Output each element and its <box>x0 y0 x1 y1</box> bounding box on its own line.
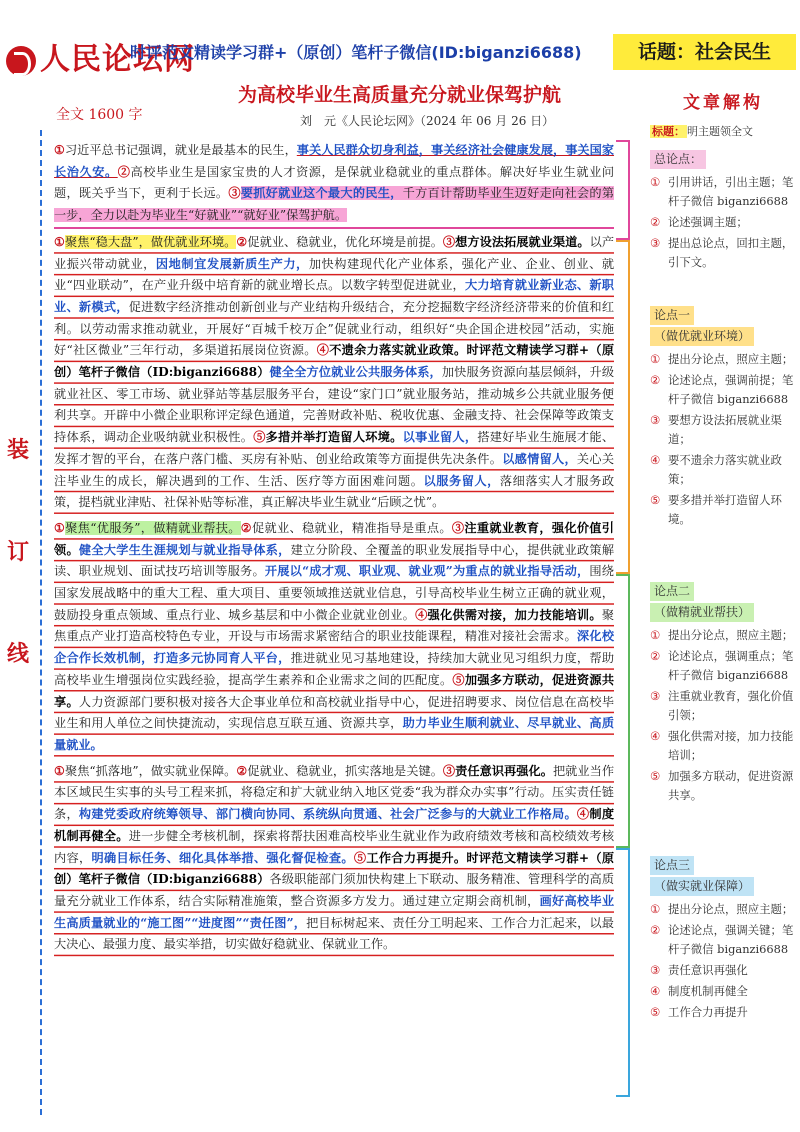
circled-number: ① <box>54 234 65 249</box>
text-segment: 不遗余力落实就业政策。 <box>329 343 467 358</box>
text-segment: 因地制宜发展新质生产力， <box>155 256 309 271</box>
circled-number: ① <box>54 520 66 535</box>
outline-index: ① <box>650 628 661 642</box>
outline-text: 注重就业教育，强化价值引领； <box>668 689 794 722</box>
paragraph-point-three <box>54 761 614 957</box>
outline-text: 要多措并举打造留人环境。 <box>668 493 782 526</box>
article-byline: 刘 元《人民论坛网》（2024 年 06 月 26 日） <box>300 114 555 128</box>
text-segment: 制度机制再健全。 <box>54 807 615 843</box>
binding-dashed-line <box>40 130 42 1115</box>
text-segment: 健全全方位就业公共服务体系， <box>269 365 442 380</box>
sidebar-summary <box>650 150 796 274</box>
circled-number: ② <box>236 763 248 778</box>
outline-index: ① <box>650 902 661 916</box>
text-segment: 各级职能部门须加快构建上下联动、服务精准、管理科学的高质量充分就业工作体系，结合实际精准施策，整合资源多方发力。通过建立定期会商机制， <box>54 872 615 908</box>
outline-item <box>650 213 796 232</box>
outline-item <box>650 647 796 685</box>
circled-number: ⑤ <box>452 672 465 687</box>
text-segment: 工作合力再提升。 <box>366 850 467 865</box>
outline-text: 责任意识再强化 <box>668 963 748 977</box>
outline-index: ① <box>650 175 661 189</box>
text-segment: 加强多方联动，促进资源共享。 <box>54 672 615 709</box>
paragraph-point-one <box>54 232 614 515</box>
circled-number: ③ <box>442 234 456 249</box>
outline-text: 提出分论点，照应主题； <box>668 902 794 916</box>
outline-text: 提出分论点，照应主题； <box>668 628 794 642</box>
text-segment: 习近平总书记强调，就业是最基本的民生， <box>64 143 297 157</box>
topic-badge: 话题：社会民生 <box>613 34 796 70</box>
outline-text: 论述论点，强调关键；笔杆子微信 biganzi6688 <box>668 923 794 956</box>
outline-text: 引用讲话，引出主题；笔杆子微信 biganzi6688 <box>668 175 794 208</box>
text-segment: 高校毕业生是国家宝贵的人才资源，是保就业稳就业的重点群体。解决好毕业生就业问题，既关乎当下，更利于长远。 <box>54 164 615 201</box>
point-two-heading: 论点二 <box>650 582 694 601</box>
outline-item <box>650 451 796 489</box>
text-segment: 构建党委政府统筹领导、部门横向协同、系统纵向贯通、社会广泛参与的大就业工作格局。 <box>78 807 577 822</box>
point-two-sub: （做精就业帮扶） <box>650 603 754 622</box>
outline-item <box>650 411 796 449</box>
text-segment: 促进数字经济推动创新创业与产业结构升级结合，充分挖掘数字经济经济带来的价值和红利。以劳动需求推动就业，开展好“百城千校万企”促就业行动，组织好“央企国企进校园”活动，实施好“社区微业”三年行动，多渠道拓展岗位资源。 <box>54 299 615 358</box>
outline-index: ② <box>650 923 661 937</box>
circled-number: ④ <box>576 807 590 822</box>
text-segment: 促就业、稳就业，优化环境是前提。 <box>247 234 443 249</box>
outline-item <box>650 961 796 980</box>
outline-item <box>650 371 796 409</box>
page-header <box>0 0 800 77</box>
text-segment: 促就业、稳就业，抓实落地是关键。 <box>247 763 443 778</box>
point-one-heading: 论点一 <box>650 306 694 325</box>
text-segment: 围绕国家发展战略中的重大工程、重大项目、重要领域推送就业信息，引导高校毕业生树立正确的就业观，鼓励投身重点领域、重点行业、城乡基层和中小微企业就业创业。 <box>54 564 614 622</box>
outline-index: ② <box>650 649 661 663</box>
outline-index: ③ <box>650 689 661 703</box>
summary-heading: 总论点： <box>650 150 706 169</box>
outline-text: 提出总论点，回扣主题，引下文。 <box>668 236 794 269</box>
text-segment: 以服务留人， <box>423 473 500 488</box>
outline-index: ③ <box>650 236 661 250</box>
paragraph-intro <box>54 140 614 229</box>
outline-text: 工作合力再提升 <box>668 1005 748 1019</box>
text-segment: 把目标树起来、责任分工明起来、工作合力汇起来，以最大决心、最强力度、最实举措，切实做好稳就业、保就业工作。 <box>54 915 614 952</box>
outline-text: 强化供需对接，加力技能培训； <box>668 729 794 762</box>
text-segment: 加快构建现代化产业体系，强化产业、企业、创业、就业“四业联动”，在产业升级中培育新的就业增长点。以数字转型促进就业， <box>54 256 615 293</box>
circled-number: ④ <box>316 343 330 358</box>
summary-list <box>650 173 796 272</box>
paragraph-point-two <box>54 518 614 758</box>
text-segment: 聚焦“抓落地”，做实就业保障。 <box>64 763 237 778</box>
text-segment: 大力培育就业新业态、新职业、新模式， <box>54 278 614 314</box>
outline-item <box>650 1003 796 1022</box>
circled-number: ① <box>54 143 65 157</box>
article-body <box>54 140 614 960</box>
bracket-point-one <box>616 240 630 574</box>
text-segment: 深化校企合作长效机制，打造多元协同育人平台， <box>54 629 615 666</box>
text-segment: 人力资源部门要积极对接各大企事业单位和高校就业指导中心，促进招聘要求、岗位信息在高校毕业生和用人单位之间快捷流动，实现信息互联互通、资源共享， <box>54 694 615 731</box>
banner-text: 时评范文精读学习群+（原创）笔杆子微信(ID:biganzi6688) <box>130 43 582 62</box>
text-segment: 以感情留人， <box>502 451 577 466</box>
text-segment: 落细落实人才服务政策，提档就业津贴、社保补贴等标准，真正解决毕业生就业“后顾之忧”。 <box>54 473 615 510</box>
point-three-heading: 论点三 <box>650 856 694 875</box>
outline-item <box>650 900 796 919</box>
point-one-list <box>650 350 796 529</box>
text-segment: 关心关注毕业生的成长，解决遇到的工作、生活、医疗等方面困难问题。 <box>54 451 615 488</box>
point-three-list <box>650 900 796 1022</box>
binding-label <box>6 430 30 675</box>
text-segment: 推进就业见习基地建设，持续加大就业见习组织力度，帮助高校毕业生增强岗位实践经验，提高学生素养和企业需求之间的匹配度。 <box>54 651 615 687</box>
binding-char: 线 <box>6 640 29 667</box>
circled-number: ① <box>54 763 65 778</box>
title-tag-label: 标题： <box>652 125 685 138</box>
text-segment: 多措并举打造留人环境。 <box>265 430 403 445</box>
outline-text: 要不遗余力落实就业政策； <box>668 453 782 486</box>
outline-item <box>650 921 796 959</box>
logo-mark-icon <box>6 46 36 76</box>
outline-text: 论述论点，强调重点；笔杆子微信 biganzi6688 <box>668 649 794 682</box>
sidebar-title: 文章解构 <box>683 93 763 113</box>
binding-char: 订 <box>6 538 29 565</box>
outline-index: ② <box>650 215 661 229</box>
point-one-sub: （做优就业环境） <box>650 327 754 346</box>
outline-index: ④ <box>650 453 661 467</box>
text-segment: 以产业振兴带动就业， <box>54 234 615 271</box>
binding-char: 装 <box>6 437 29 463</box>
circled-number: ④ <box>415 607 428 622</box>
point-two-list <box>650 626 796 805</box>
outline-index: ② <box>650 373 661 387</box>
sidebar-header <box>650 88 796 139</box>
outline-text: 要想方设法拓展就业渠道； <box>668 413 782 446</box>
text-segment: 画好高校毕业生高质量就业的“施工图”“进度图”“责任图”， <box>54 893 615 930</box>
outline-text: 加强多方联动，促进资源共享。 <box>668 769 794 802</box>
text-segment: 注重就业教育，强化价值引领。 <box>54 520 614 557</box>
article-title: 为高校毕业生高质量充分就业保驾护航 <box>238 84 562 106</box>
word-count: 全文 1600 字 <box>56 107 143 123</box>
circled-number: ⑤ <box>353 850 367 865</box>
text-segment: 建立分阶段、全覆盖的职业发展指导中心，提供就业政策解读、职业规划、面试技巧培训等服务。 <box>54 542 615 579</box>
outline-text: 提出分论点，照应主题； <box>668 352 794 366</box>
text-segment: 加快服务资源向基层倾斜，升级就业社区、零工市场、就业驿站等基层服务平台，建设“家门口”就业服务站，推动城乡公共就业服务便利共享。开辟中小微企业职称评定绿色通道，完善财政补贴、税收优惠、金融支持、社会保障等政策支持体系，调动企业吸纳就业积极性。 <box>54 365 615 445</box>
outline-item <box>650 350 796 369</box>
outline-text: 论述强调主题； <box>668 215 748 229</box>
outline-text: 制度机制再健全 <box>668 984 748 998</box>
outline-index: ⑤ <box>650 493 661 507</box>
outline-item <box>650 173 796 211</box>
circled-number: ② <box>117 164 131 179</box>
text-segment: 搭建好毕业生施展才能、发挥才智的平台，在落户落门槛、买房有补贴、创业给政策等方面提供先决条件。 <box>54 430 615 466</box>
sidebar-point-two <box>650 582 796 807</box>
text-segment: 促就业、稳就业，精准指导是重点。 <box>251 520 452 535</box>
bracket-intro <box>616 140 630 240</box>
outline-item <box>650 687 796 725</box>
circled-number: ③ <box>228 186 241 201</box>
text-segment: 进一步健全考核机制，探索将帮扶困难高校毕业生就业作为政府绩效考核和高校绩效考核内容， <box>54 828 615 865</box>
circled-number: ③ <box>451 520 465 535</box>
text-segment: 明确目标任务、细化具体举措、强化督促检查。 <box>91 850 354 865</box>
outline-index: ① <box>650 352 661 366</box>
text-segment: 把就业当作本区域民生实事的头号工程来抓，将稳定和扩大就业纳入地区党委“我为群众办实事”行动。压实责任链条， <box>54 763 615 822</box>
bracket-point-three <box>616 848 630 1097</box>
text-segment: 时评范文精读学习群+（原创）笔杆子微信（ID:biganzi6688） <box>54 343 615 380</box>
text-segment: 以事业留人， <box>402 430 478 445</box>
text-segment: 想方设法拓展就业渠道。 <box>455 234 590 249</box>
bracket-point-two <box>616 574 630 848</box>
outline-item <box>650 767 796 805</box>
text-segment: 健全大学生生涯规划与就业指导体系， <box>78 542 291 557</box>
circled-number: ③ <box>442 763 456 778</box>
text-segment: 责任意识再强化。 <box>455 763 553 778</box>
text-segment: 聚焦“优服务”，做精就业帮扶。 <box>65 520 241 535</box>
outline-item <box>650 234 796 272</box>
title-tag <box>650 123 796 139</box>
text-segment: 强化供需对接，加力技能培训。 <box>427 607 602 622</box>
outline-text: 论述论点，强调前提；笔杆子微信 biganzi6688 <box>668 373 794 406</box>
outline-item <box>650 982 796 1001</box>
logo-text: 人民论坛网 <box>40 42 195 77</box>
circled-number: ② <box>236 234 248 249</box>
outline-index: ③ <box>650 963 661 977</box>
outline-index: ⑤ <box>650 769 661 783</box>
outline-item <box>650 727 796 765</box>
outline-index: ③ <box>650 413 661 427</box>
sidebar-point-one <box>650 306 796 531</box>
outline-index: ⑤ <box>650 1005 661 1019</box>
sidebar-point-three <box>650 856 796 1024</box>
text-segment: 要抓好就业这个最大的民生， <box>240 186 403 201</box>
outline-item <box>650 491 796 529</box>
text-segment: 事关人民群众切身利益，事关经济社会健康发展，事关国家长治久安。 <box>54 143 615 179</box>
text-segment: 聚焦重点产业打造高校特色专业，开设与市场需求紧密结合的职业技能课程，精准对接社会需求。 <box>54 607 615 644</box>
text-segment: 开展以“成才观、职业观、就业观”为重点的就业指导活动， <box>264 564 590 579</box>
outline-index: ④ <box>650 984 661 998</box>
point-three-sub: （做实就业保障） <box>650 877 754 896</box>
title-tag-text: 明主题领全文 <box>687 125 753 138</box>
text-segment: 助力毕业生顺利就业、尽早就业、高质量就业。 <box>54 716 615 752</box>
outline-item <box>650 626 796 645</box>
text-segment: 聚焦“稳大盘”，做优就业环境。 <box>64 234 237 249</box>
circled-number: ② <box>240 520 252 535</box>
circled-number: ⑤ <box>253 430 266 445</box>
text-segment: 千方百计帮助毕业生迈好走向社会的第一步，全力以赴为毕业生“好就业”“就好业”保驾护航。 <box>54 186 615 223</box>
outline-index: ④ <box>650 729 661 743</box>
text-segment: 时评范文精读学习群+（原创）笔杆子微信（ID:biganzi6688） <box>54 850 615 887</box>
